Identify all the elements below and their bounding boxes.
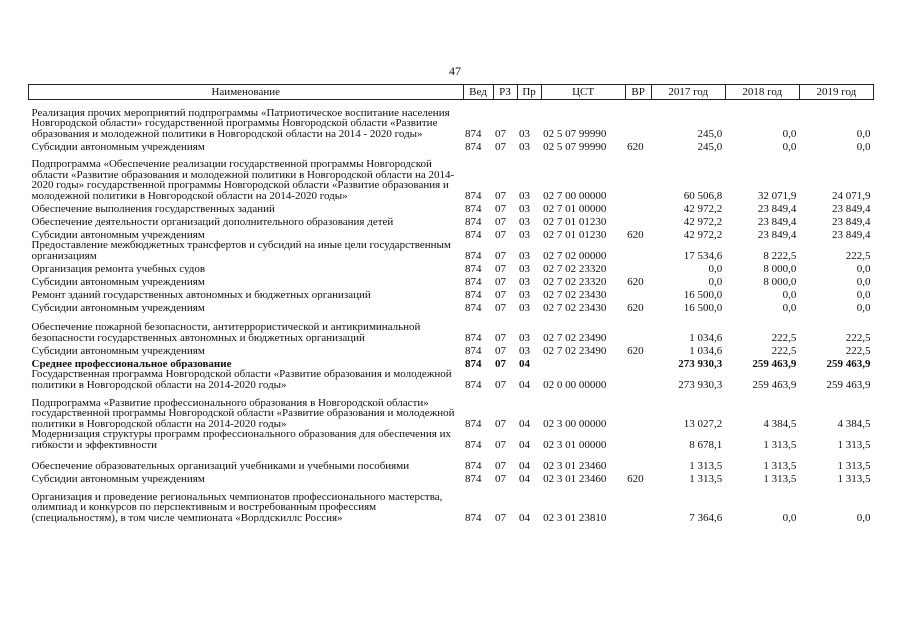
cell-2018: 4 384,5 [763, 417, 797, 429]
cell-rz: 07 [495, 357, 507, 369]
cell-pr: 04 [519, 472, 531, 484]
cell-2019: 4 384,5 [837, 417, 871, 429]
cell-name: Предоставление межбюджетных трансфертов и субсидий на иные цели государственным организациям [31, 240, 451, 261]
cell-2019: 1 313,5 [837, 472, 871, 484]
table-row [29, 100, 874, 140]
cell-2018: 259 463,9 [752, 378, 797, 390]
cell-rz: 07 [495, 249, 507, 261]
cell-2019: 1 313,5 [837, 459, 871, 471]
cell-2018: 8 222,5 [763, 249, 797, 261]
cell-pr: 04 [519, 438, 531, 450]
cell-pr: 03 [519, 344, 531, 356]
cell-vr: 620 [627, 275, 644, 287]
cell-rz: 07 [495, 511, 507, 523]
cell-ved: 874 [465, 417, 482, 429]
cell-ved: 874 [465, 202, 482, 214]
page-number: 47 [449, 64, 461, 78]
cell-cst: 02 7 02 00000 [543, 249, 607, 261]
cell-2019: 23 849,4 [832, 228, 871, 240]
cell-2019: 0,0 [856, 275, 871, 287]
table-row [29, 356, 874, 369]
cell-2017: 245,0 [697, 127, 723, 139]
cell-rz: 07 [495, 228, 507, 240]
cell-pr: 03 [519, 140, 531, 152]
cell-2018: 0,0 [782, 511, 797, 523]
table-row [29, 261, 874, 274]
cell-vr [625, 313, 651, 343]
cell-vr: 620 [627, 472, 644, 484]
cell-2019: 0,0 [856, 511, 871, 523]
cell-2018: 1 313,5 [763, 472, 797, 484]
cell-pr: 03 [519, 262, 531, 274]
cell-cst: 02 3 00 00000 [543, 417, 607, 429]
cell-name: Ремонт зданий государственных автономных и бюджетных организаций [31, 288, 371, 300]
cell-pr: 04 [519, 459, 531, 471]
cell-vr [625, 390, 651, 429]
cell-cst: 02 7 02 23320 [543, 275, 607, 287]
cell-pr: 03 [519, 249, 531, 261]
cell-name: Обеспечение пожарной безопасности, антитеррористической и антикриминальной безопасности государственных автономных и бюджетных организаций [31, 321, 421, 343]
cell-cst: 02 7 02 23430 [543, 301, 607, 313]
cell-2017: 1 034,6 [689, 344, 723, 356]
table-row [29, 484, 874, 523]
cell-ved: 874 [465, 249, 482, 261]
header-rz: РЗ [493, 85, 517, 100]
cell-2017: 7 364,6 [689, 511, 723, 523]
cell-2018: 1 313,5 [763, 459, 797, 471]
cell-rz: 07 [495, 459, 507, 471]
header-cst: ЦСТ [541, 85, 625, 100]
cell-pr: 03 [519, 288, 531, 300]
cell-2018: 1 313,5 [763, 438, 797, 450]
cell-ved: 874 [465, 459, 482, 471]
cell-rz: 07 [495, 301, 507, 313]
cell-2018: 32 071,9 [757, 189, 797, 201]
cell-2017: 17 534,6 [683, 249, 723, 261]
cell-vr [625, 287, 651, 300]
cell-cst: 02 7 02 23320 [543, 262, 607, 274]
cell-name: Субсидии автономным учреждениям [31, 228, 205, 240]
table-row [29, 152, 874, 201]
cell-2017: 273 930,3 [678, 357, 723, 369]
cell-2018: 222,5 [771, 331, 797, 343]
table-row [29, 227, 874, 240]
cell-cst: 02 0 00 00000 [543, 378, 607, 390]
cell-2019: 23 849,4 [832, 202, 871, 214]
cell-2018: 23 849,4 [757, 202, 797, 214]
cell-rz: 07 [495, 202, 507, 214]
cell-vr: 620 [627, 344, 644, 356]
cell-name: Субсидии автономным учреждениям [31, 344, 205, 356]
table-row [29, 450, 874, 471]
cell-rz: 07 [495, 344, 507, 356]
cell-cst: 02 3 01 23460 [543, 459, 607, 471]
header-2018: 2018 год [725, 85, 799, 100]
cell-2019: 1 313,5 [837, 438, 871, 450]
table-row [29, 471, 874, 484]
cell-2018: 23 849,4 [757, 215, 797, 227]
cell-name: Обеспечение деятельности организаций дополнительного образования детей [31, 215, 394, 227]
cell-vr [625, 201, 651, 214]
cell-rz: 07 [495, 215, 507, 227]
cell-vr [625, 450, 651, 471]
cell-ved: 874 [465, 127, 482, 139]
cell-2017: 13 027,2 [683, 417, 723, 429]
cell-vr: 620 [627, 301, 644, 313]
cell-2019: 0,0 [856, 301, 871, 313]
cell-vr [625, 100, 651, 140]
cell-cst: 02 7 01 01230 [543, 215, 607, 227]
cell-cst: 02 7 02 23490 [543, 331, 607, 343]
cell-2019: 0,0 [856, 140, 871, 152]
cell-pr: 04 [519, 511, 531, 523]
header-2017: 2017 год [651, 85, 725, 100]
cell-2017: 60 506,8 [683, 189, 723, 201]
table-row [29, 369, 874, 390]
cell-rz: 07 [495, 438, 507, 450]
cell-2019: 259 463,9 [826, 357, 871, 369]
cell-2017: 0,0 [708, 262, 723, 274]
cell-rz: 07 [495, 288, 507, 300]
table-row [29, 343, 874, 356]
header-name: Наименование [29, 85, 464, 100]
cell-vr [625, 261, 651, 274]
cell-name: Субсидии автономным учреждениям [31, 275, 205, 287]
cell-name: Реализация прочих мероприятий подпрограммы «Патриотическое воспитание населения Новгородской области» государственной программы Новгородской области «Развитие образования и молодежной политики в Новгородской области на 2014 - 2020 годы» [31, 106, 450, 139]
cell-vr [625, 369, 651, 390]
cell-name: Модернизация структуры программ профессионального образования для обеспечения их гибкости и эффективности [31, 429, 451, 450]
cell-pr: 04 [519, 378, 531, 390]
cell-2018: 0,0 [782, 127, 797, 139]
cell-rz: 07 [495, 127, 507, 139]
cell-2017: 273 930,3 [678, 378, 723, 390]
cell-2019: 259 463,9 [826, 378, 871, 390]
table-row [29, 429, 874, 450]
header-ved: Вед [463, 85, 493, 100]
cell-2019: 222,5 [845, 331, 871, 343]
cell-ved: 874 [465, 438, 482, 450]
cell-rz: 07 [495, 378, 507, 390]
cell-2018: 8 000,0 [763, 275, 797, 287]
cell-ved: 874 [465, 140, 482, 152]
cell-2017: 42 972,2 [683, 215, 723, 227]
cell-ved: 874 [465, 331, 482, 343]
cell-cst: 02 3 01 23460 [543, 472, 607, 484]
cell-ved: 874 [465, 228, 482, 240]
cell-name: Среднее профессиональное образование [31, 357, 232, 369]
cell-cst: 02 5 07 99990 [543, 127, 607, 139]
cell-pr: 03 [519, 228, 531, 240]
cell-rz: 07 [495, 417, 507, 429]
cell-2017: 42 972,2 [683, 202, 723, 214]
cell-2017: 16 500,0 [683, 301, 723, 313]
cell-name: Подпрограмма «Развитие профессионального образования в Новгородской области» государственной программы Новгородской области «Развитие образования и молодежной политики в Новгородской области на 2014-2020 годы» [31, 396, 455, 429]
header-vr: ВР [625, 85, 651, 100]
table-row [29, 201, 874, 214]
cell-2019: 0,0 [856, 262, 871, 274]
table-row [29, 313, 874, 343]
cell-cst: 02 5 07 99990 [543, 140, 607, 152]
cell-vr [625, 484, 651, 523]
cell-2018: 8 000,0 [763, 262, 797, 274]
cell-ved: 874 [465, 288, 482, 300]
cell-pr: 03 [519, 202, 531, 214]
cell-2017: 1 313,5 [689, 459, 723, 471]
cell-vr [625, 152, 651, 201]
cell-2017: 0,0 [708, 275, 723, 287]
cell-2019: 0,0 [856, 288, 871, 300]
cell-2018: 222,5 [771, 344, 797, 356]
cell-ved: 874 [465, 472, 482, 484]
cell-2017: 1 034,6 [689, 331, 723, 343]
table-row [29, 139, 874, 152]
cell-name: Подпрограмма «Обеспечение реализации государственной программы Новгородской области «Развитие образования и молодежной политики в Новгородской области на 2014-2020 годы» государственной программы Новгородской области «Развитие образования и молодежной политики в Новгородской области на 2014-2020 годы» [31, 158, 455, 201]
cell-2018: 0,0 [782, 140, 797, 152]
cell-vr [625, 429, 651, 450]
cell-name: Обеспечение образовательных организаций учебниками и учебными пособиями [31, 459, 410, 471]
cell-cst: 02 7 02 23430 [543, 288, 607, 300]
cell-name: Организация и проведение региональных чемпионатов профессионального мастерства, олимпиад и конкурсов по перспективным и востребованным профессиям (специальностям), в том числе чемпионата «Ворлдскиллс Россия» [31, 490, 443, 523]
cell-cst: 02 7 01 01230 [543, 228, 607, 240]
cell-rz: 07 [495, 140, 507, 152]
cell-ved: 874 [465, 215, 482, 227]
header-pr: Пр [517, 85, 541, 100]
cell-2019: 0,0 [856, 127, 871, 139]
cell-rz: 07 [495, 262, 507, 274]
cell-name: Субсидии автономным учреждениям [31, 140, 205, 152]
budget-table [28, 84, 874, 523]
cell-name: Обеспечение выполнения государственных заданий [31, 202, 275, 214]
cell-pr: 03 [519, 301, 531, 313]
cell-2019: 23 849,4 [832, 215, 871, 227]
cell-pr: 03 [519, 331, 531, 343]
cell-name: Субсидии автономным учреждениям [31, 472, 205, 484]
cell-2019: 222,5 [845, 344, 871, 356]
cell-rz: 07 [495, 189, 507, 201]
cell-cst: 02 3 01 23810 [543, 511, 607, 523]
cell-ved: 874 [465, 275, 482, 287]
cell-pr: 04 [519, 417, 531, 429]
cell-ved: 874 [465, 511, 482, 523]
table-row [29, 240, 874, 261]
cell-2018: 23 849,4 [757, 228, 797, 240]
cell-pr: 03 [519, 127, 531, 139]
cell-pr: 03 [519, 215, 531, 227]
cell-2017: 1 313,5 [689, 472, 723, 484]
table-row [29, 214, 874, 227]
cell-2017: 42 972,2 [683, 228, 723, 240]
cell-cst [541, 356, 625, 369]
cell-ved: 874 [465, 301, 482, 313]
cell-ved: 874 [465, 378, 482, 390]
cell-pr: 03 [519, 189, 531, 201]
cell-pr: 03 [519, 275, 531, 287]
cell-rz: 07 [495, 275, 507, 287]
cell-pr: 04 [519, 357, 531, 369]
cell-vr: 620 [627, 140, 644, 152]
table-header-row [29, 85, 874, 100]
table-row [29, 287, 874, 300]
cell-ved: 874 [465, 189, 482, 201]
cell-cst: 02 7 00 00000 [543, 189, 607, 201]
cell-name: Субсидии автономным учреждениям [31, 301, 205, 313]
cell-2018: 0,0 [782, 288, 797, 300]
table-row [29, 390, 874, 429]
cell-vr [625, 240, 651, 261]
cell-cst: 02 7 01 00000 [543, 202, 607, 214]
cell-2019: 24 071,9 [832, 189, 871, 201]
table-row [29, 300, 874, 313]
cell-cst: 02 7 02 23490 [543, 344, 607, 356]
cell-2019: 222,5 [845, 249, 871, 261]
cell-2017: 8 678,1 [689, 438, 723, 450]
cell-ved: 874 [465, 344, 482, 356]
cell-name: Государственная программа Новгородской области «Развитие образования и молодежной политики в Новгородской области на 2014-2020 годы» [31, 369, 452, 390]
cell-rz: 07 [495, 331, 507, 343]
cell-ved: 874 [465, 262, 482, 274]
table-row [29, 274, 874, 287]
cell-rz: 07 [495, 472, 507, 484]
cell-2018: 259 463,9 [752, 357, 797, 369]
cell-2017: 245,0 [697, 140, 723, 152]
cell-vr: 620 [627, 228, 644, 240]
table-body [29, 100, 874, 524]
cell-2017: 16 500,0 [683, 288, 723, 300]
cell-name: Организация ремонта учебных судов [31, 262, 206, 274]
cell-vr [625, 214, 651, 227]
cell-cst: 02 3 01 00000 [543, 438, 607, 450]
cell-2018: 0,0 [782, 301, 797, 313]
header-2019: 2019 год [799, 85, 873, 100]
cell-ved: 874 [465, 357, 482, 369]
cell-vr [625, 356, 651, 369]
